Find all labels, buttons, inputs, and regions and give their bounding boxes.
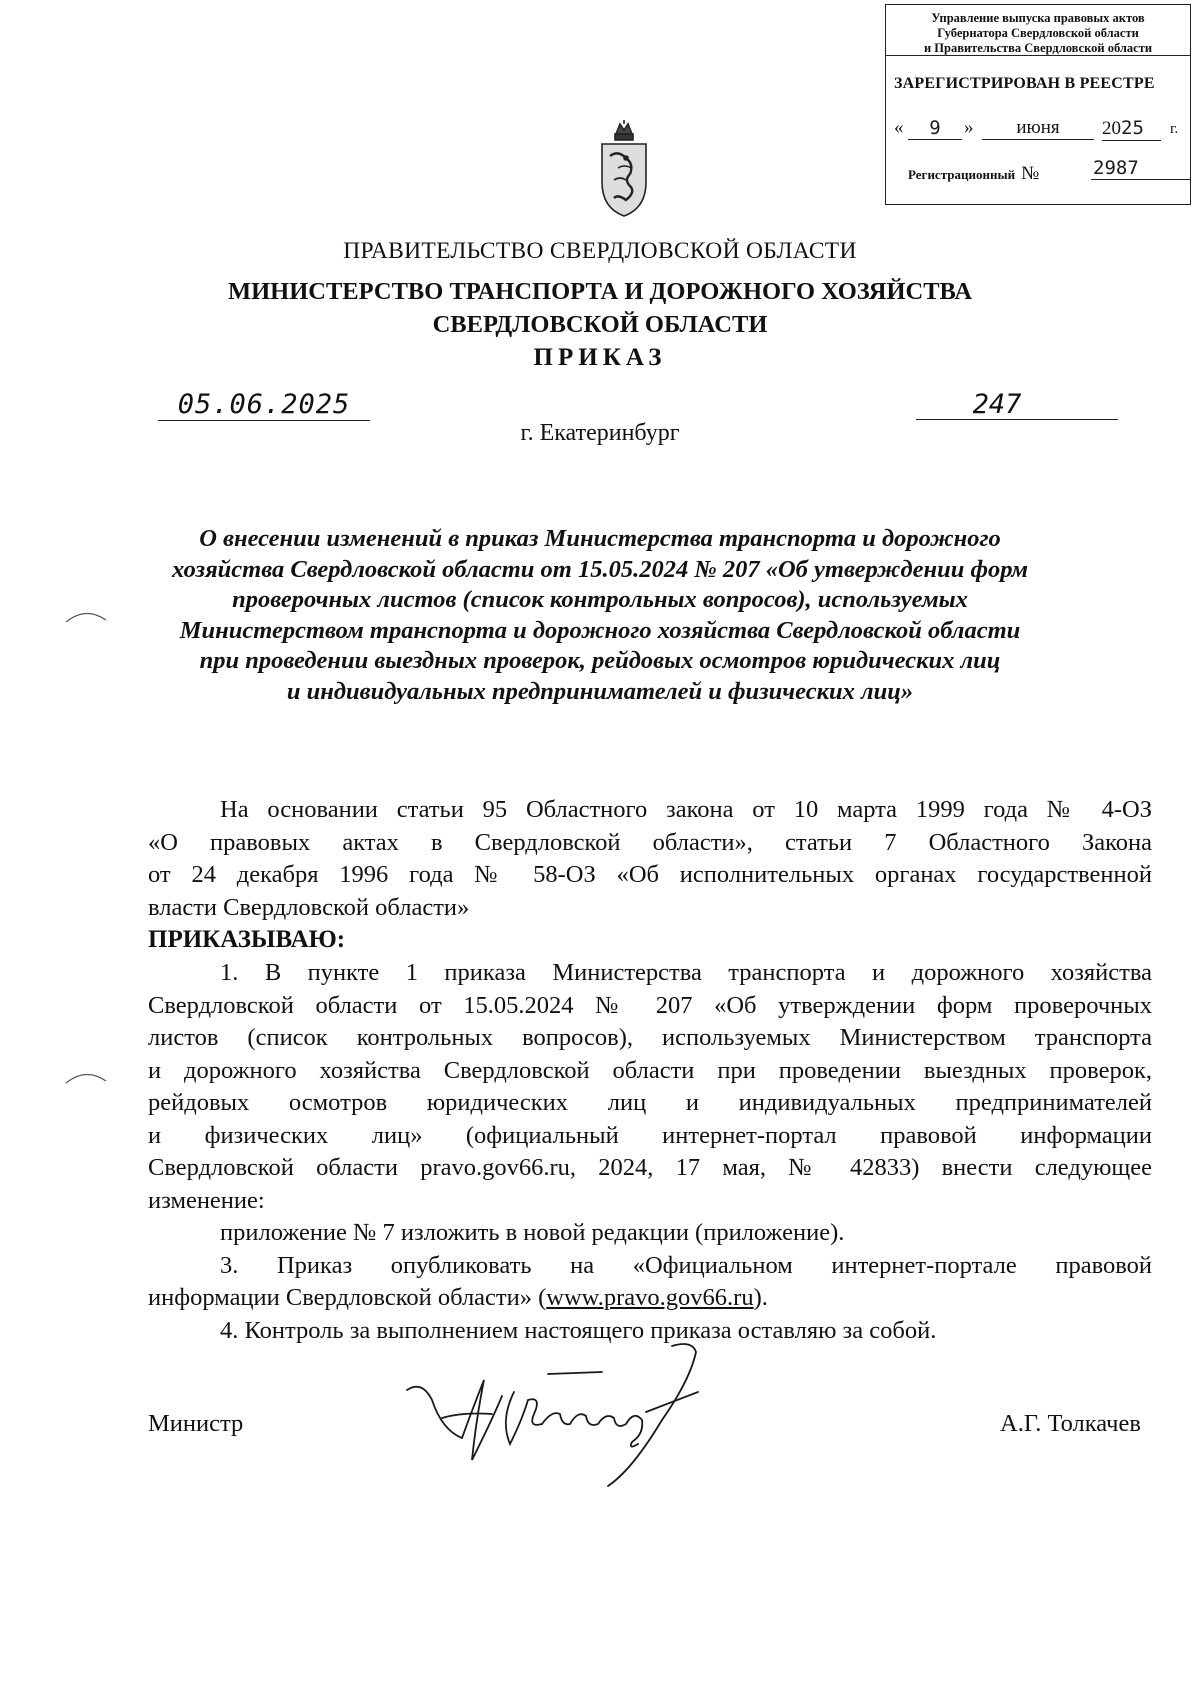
signatory-name: А.Г. Толкачев <box>1000 1410 1141 1437</box>
order-word: ПРИКАЗЫВАЮ: <box>148 926 346 953</box>
stamp-month <box>982 117 1094 140</box>
item-3-suffix: ). <box>753 1284 768 1311</box>
order-date: 05.06.2025 <box>158 390 370 421</box>
stamp-reg-label: Регистрационный <box>908 167 1016 182</box>
ministry-line: МИНИСТЕРСТВО ТРАНСПОРТА И ДОРОЖНОГО ХОЗЯЙСТВА <box>227 278 973 305</box>
item-1-line: рейдовых осмотров юридических лиц и индивидуальных предпринимателей <box>148 1089 1152 1116</box>
preamble-line: «О правовых актах в Свердловской области», статьи 7 Областного Закона <box>148 828 1152 856</box>
stamp-quote-open: « <box>894 117 904 138</box>
stamp-quote-close: » <box>964 117 974 138</box>
pravo-portal-link[interactable]: www.pravo.gov66.ru <box>546 1284 754 1311</box>
stamp-year <box>1102 117 1161 141</box>
stamp-year-prefix: 20 <box>1102 118 1121 139</box>
scan-mark-icon <box>64 608 108 624</box>
title-line: проверочных листов (список контрольных вопросов), используемых <box>232 586 968 613</box>
stamp-reg-number-value: 2987 <box>1091 157 1191 180</box>
item-1-line: изменение: <box>148 1186 265 1214</box>
preamble <box>148 794 1152 924</box>
registration-stamp <box>885 4 1191 205</box>
stamp-year-suffix: 25 <box>1121 117 1144 139</box>
item-3-line: 3. Приказ опубликовать на «Официальном интернет-портале правовой <box>220 1251 1152 1279</box>
ministry-name <box>0 275 1200 341</box>
stamp-header-line: и Правительства Свердловской области <box>923 41 1153 55</box>
item-1-line: и дорожного хозяйства Свердловской области при проведении выездных проверок, <box>148 1056 1152 1084</box>
item-1-change: приложение № 7 изложить в новой редакции (приложение). <box>220 1219 845 1246</box>
stamp-header-line: Управление выпуска правовых актов <box>931 11 1145 25</box>
item-1-line: Свердловской области от 15.05.2024 № 207 «Об утверждении форм проверочных <box>148 991 1152 1019</box>
ministry-line: СВЕРДЛОВСКОЙ ОБЛАСТИ <box>432 311 768 338</box>
city: г. Екатеринбург <box>520 420 680 446</box>
item-1-line: 1. В пункте 1 приказа Министерства транспорта и дорожного хозяйства <box>220 959 1152 986</box>
item-1-line: и физических лиц» (официальный интернет-портал правовой информации <box>148 1121 1152 1149</box>
scan-mark-icon <box>64 1069 108 1085</box>
item-3-line <box>148 1282 1152 1315</box>
stamp-reg-number <box>908 157 1139 185</box>
item-1-line: Свердловской области pravo.gov66.ru, 2024, 17 мая, № 42833) внести следующее <box>148 1154 1152 1181</box>
stamp-header <box>886 5 1190 56</box>
preamble-line: от 24 декабря 1996 года № 58-ОЗ «Об исполнительных органах государственной <box>148 861 1152 888</box>
item-1-line: листов (список контрольных вопросов), используемых Министерством транспорта <box>148 1024 1152 1051</box>
stamp-day <box>908 117 962 140</box>
order-number: 247 <box>916 390 1118 420</box>
item-3-prefix: информации Свердловской области» ( <box>148 1284 547 1311</box>
handwritten-signature <box>402 1340 738 1490</box>
government-name: ПРАВИТЕЛЬСТВО СВЕРДЛОВСКОЙ ОБЛАСТИ <box>343 238 857 264</box>
stamp-day-value: 9 <box>929 117 941 139</box>
stamp-header-line: Губернатора Свердловской области <box>937 26 1139 40</box>
item-1 <box>148 957 1152 1347</box>
preamble-line: власти Свердловской области» <box>148 893 470 921</box>
title-line: хозяйства Свердловской области от 15.05.2024 № 207 «Об утверждении форм <box>171 555 1029 583</box>
title-line: Министерством транспорта и дорожного хозяйства Свердловской области <box>179 616 1021 644</box>
preamble-line: На основании статьи 95 Областного закона от 10 марта 1999 года № 4-ОЗ <box>220 796 1152 823</box>
title-line: при проведении выездных проверок, рейдовых осмотров юридических лиц <box>199 647 1001 674</box>
stamp-registered-label: ЗАРЕГИСТРИРОВАН В РЕЕСТРЕ <box>894 75 1155 92</box>
item-4: 4. Контроль за выполнением настоящего приказа оставляю за собой. <box>220 1316 937 1344</box>
title-line: О внесении изменений в приказ Министерства транспорта и дорожного <box>199 525 1001 552</box>
stamp-number-sign: № <box>1021 163 1040 184</box>
stamp-year-unit: г. <box>1170 121 1179 137</box>
document-type: ПРИКАЗ <box>533 344 667 371</box>
signatory-role: Министр <box>148 1410 244 1437</box>
coat-of-arms-icon <box>596 120 652 218</box>
document-title <box>130 524 1070 707</box>
title-line: и индивидуальных предпринимателей и физических лиц» <box>286 677 914 705</box>
stamp-month-value: июня <box>1016 117 1060 138</box>
